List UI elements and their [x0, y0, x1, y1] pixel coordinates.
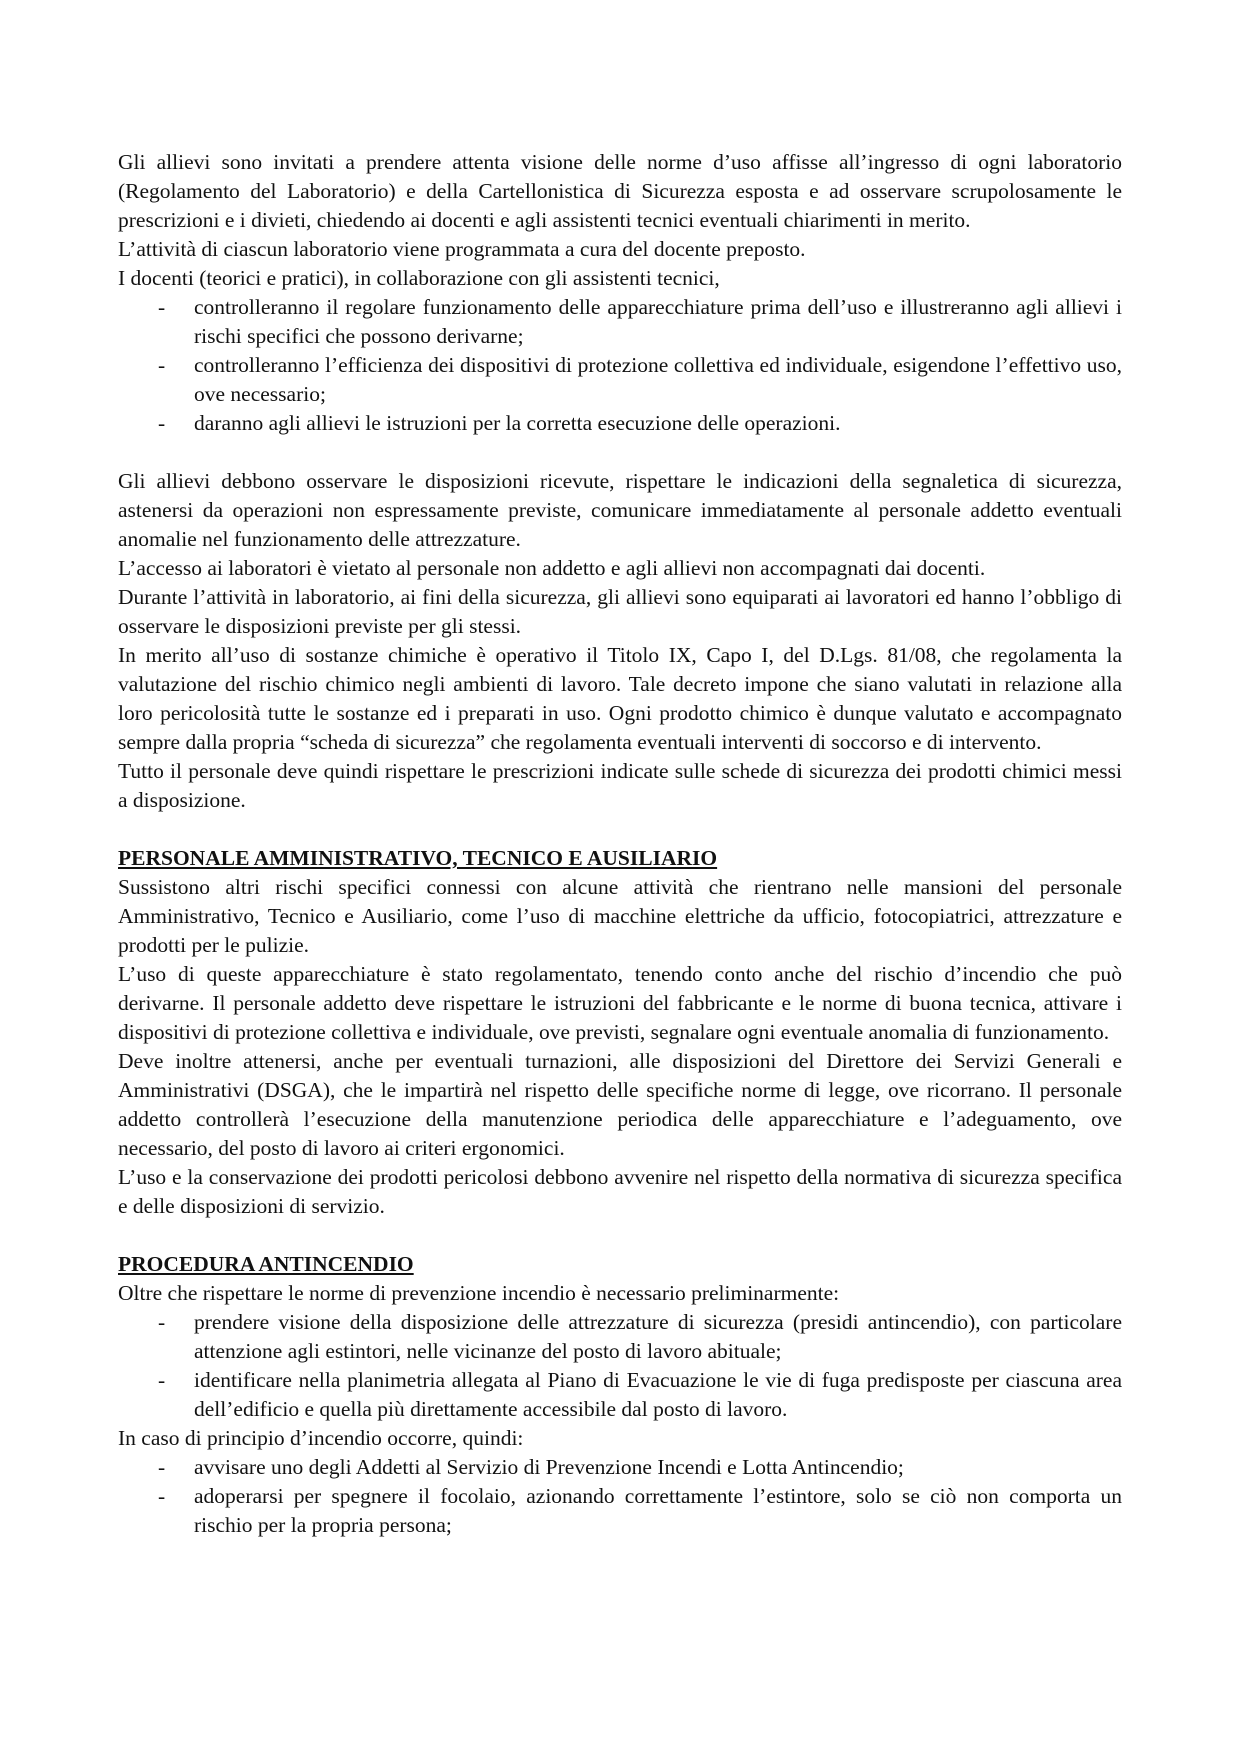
- dash-bullet: -: [158, 295, 166, 319]
- list-item: - controlleranno l’efficienza dei dispositivi di protezione collettiva ed individuale, esigendone l’effettivo uso, ove necessario;: [158, 353, 1122, 406]
- dash-bullet: -: [158, 411, 166, 435]
- fire-procedure-heading: PROCEDURA ANTINCENDIO: [118, 1252, 414, 1276]
- lab-intro-paragraph: Gli allievi sono invitati a prendere attenta visione delle norme d’uso affisse all’ingresso di ogni laboratorio (Regolamento del Laboratorio) e della Cartellonistica di Sicurezza esposta e ad osservare scrupolosamente le prescrizioni e i divieti, chiedendo ai docenti e agli assistenti tecnici eventuali chiarimenti in merito.: [118, 150, 1122, 232]
- ata-paragraph-4: L’uso e la conservazione dei prodotti pericolosi debbono avvenire nel rispetto della normativa di sicurezza specifica e delle disposizioni di servizio.: [118, 1165, 1122, 1218]
- chemicals-paragraph: In merito all’uso di sostanze chimiche è operativo il Titolo IX, Capo I, del D.Lgs. 81/08, che regolamenta la valutazione del rischio chimico negli ambienti di lavoro. Tale decreto impone che siano valutati in relazione alla loro pericolosità tutte le sostanze ed i preparati in uso. Ogni prodotto chimico è dunque valutato e accompagnato sempre dalla propria “scheda di sicurezza” che regolamenta eventuali interventi di soccorso e di intervento.: [118, 643, 1122, 754]
- ata-paragraph-2: L’uso di queste apparecchiature è stato regolamentato, tenendo conto anche del rischio d’incendio che può derivarne. Il personale addetto deve rispettare le istruzioni del fabbricante e le norme di buona tecnica, attivare i dispositivi di protezione collettiva e individuale, ove previsti, segnalare ogni eventuale anomalia di funzionamento.: [118, 962, 1122, 1044]
- lab-access-paragraph: L’accesso ai laboratori è vietato al personale non addetto e agli allievi non accompagnati dai docenti.: [118, 556, 986, 580]
- safety-sheets-paragraph: Tutto il personale deve quindi rispettare le prescrizioni indicate sulle schede di sicurezza dei prodotti chimici messi a disposizione.: [118, 759, 1122, 812]
- list-item: - identificare nella planimetria allegata al Piano di Evacuazione le vie di fuga predisposte per ciascuna area dell’edificio e quella più direttamente accessibile dal posto di lavoro.: [158, 1368, 1122, 1421]
- dash-bullet: -: [158, 1484, 166, 1508]
- fire-actions-list: [118, 1453, 1122, 1540]
- fire-procedure-intro: Oltre che rispettare le norme di prevenzione incendio è necessario preliminarmente:: [118, 1281, 840, 1305]
- ata-section-heading: PERSONALE AMMINISTRATIVO, TECNICO E AUSILIARIO: [118, 846, 718, 870]
- list-item: - avvisare uno degli Addetti al Servizio di Prevenzione Incendi e Lotta Antincendio;: [118, 1453, 1122, 1482]
- teacher-duties-list: [118, 293, 1122, 438]
- students-rules-paragraph: Gli allievi debbono osservare le disposizioni ricevute, rispettare le indicazioni della segnaletica di sicurezza, astenersi da operazioni non espressamente previste, comunicare immediatamente al personale addetto eventuali anomalie nel funzionamento delle attrezzature.: [118, 469, 1122, 551]
- lab-activity-paragraph: Durante l’attività in laboratorio, ai fini della sicurezza, gli allievi sono equiparati ai lavoratori ed hanno l’obbligo di osservare le disposizioni previste per gli stessi.: [118, 585, 1122, 638]
- dash-bullet: -: [158, 1368, 166, 1392]
- lab-teachers-paragraph: I docenti (teorici e pratici), in collaborazione con gli assistenti tecnici,: [118, 266, 720, 290]
- list-item: - prendere visione della disposizione delle attrezzature di sicurezza (presidi antincendio), con particolare attenzione agli estintori, nelle vicinanze del posto di lavoro abituale;: [158, 1310, 1122, 1363]
- spacer: [118, 815, 1122, 844]
- ata-paragraph-3: Deve inoltre attenersi, anche per eventuali turnazioni, alle disposizioni del Direttore dei Servizi Generali e Amministrativi (DSGA), che le impartirà nel rispetto delle specifiche norme di legge, ove ricorrano. Il personale addetto controllerà l’esecuzione della manutenzione periodica delle apparecchiature e l’adeguamento, ove necessario, del posto di lavoro ai criteri ergonomici.: [118, 1049, 1122, 1160]
- dash-bullet: -: [158, 1455, 166, 1479]
- spacer: [118, 1221, 1122, 1250]
- list-item: - daranno agli allievi le istruzioni per la corretta esecuzione delle operazioni.: [118, 409, 1122, 438]
- lab-programming-paragraph: L’attività di ciascun laboratorio viene programmata a cura del docente preposto.: [118, 237, 806, 261]
- list-item: - controlleranno il regolare funzionamento delle apparecchiature prima dell’uso e illustreranno agli allievi i rischi specifici che possono derivarne;: [158, 295, 1122, 348]
- spacer: [118, 438, 1122, 467]
- dash-bullet: -: [158, 353, 166, 377]
- fire-preliminary-list: [118, 1308, 1122, 1424]
- ata-paragraph-1: Sussistono altri rischi specifici connessi con alcune attività che rientrano nelle mansioni del personale Amministrativo, Tecnico e Ausiliario, come l’uso di macchine elettriche da ufficio, fotocopiatrici, attrezzature e prodotti per le pulizie.: [118, 875, 1122, 957]
- list-item: - adoperarsi per spegnere il focolaio, azionando correttamente l’estintore, solo se ciò non comporta un rischio per la propria persona;: [158, 1484, 1122, 1537]
- dash-bullet: -: [158, 1310, 166, 1334]
- document-page: [118, 148, 1122, 1540]
- fire-case-paragraph: In caso di principio d’incendio occorre, quindi:: [118, 1426, 524, 1450]
